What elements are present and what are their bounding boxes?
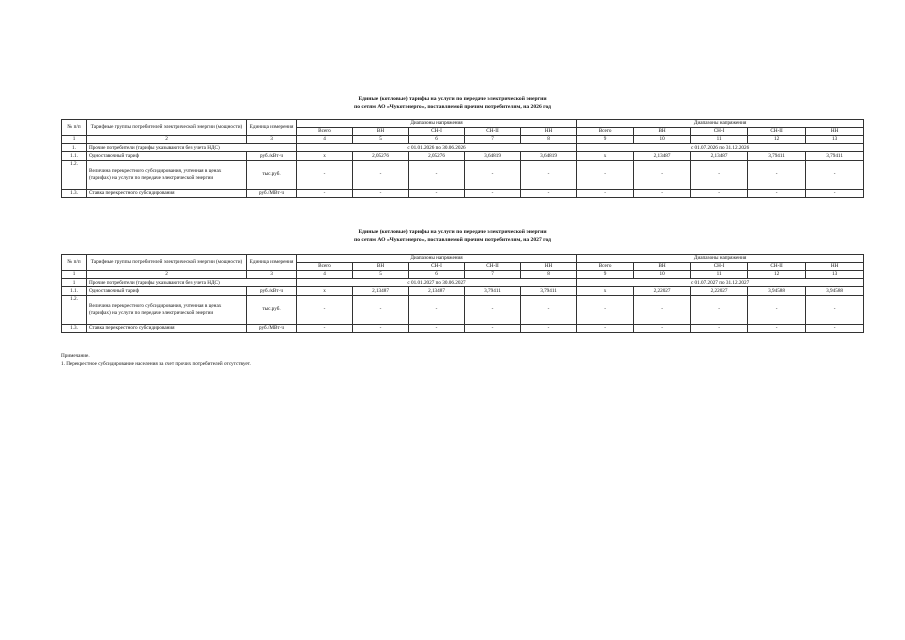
column-number: 9 [577,271,634,279]
table-title-2026 [0,95,905,111]
value-cell: - [634,189,691,197]
column-number: 7 [465,271,521,279]
table-row [62,189,864,197]
value-cell: x [297,152,353,160]
value-cell: 3,79411 [748,152,806,160]
column-number: 12 [748,271,806,279]
value-cell: - [748,295,806,324]
value-cell: - [806,324,864,332]
column-number-row [62,136,864,144]
column-number: 10 [634,271,691,279]
column-number: 5 [353,136,409,144]
column-number: 1 [62,136,87,144]
header-unit: Единица измерения [247,255,297,271]
row-number: 1.2. [62,295,87,324]
value-cell: 2,13487 [409,287,465,295]
title-line: по сетям АО «Чукотэнерго», поставляемой прочим потребителям, на 2026 год [353,104,552,110]
column-number: 6 [409,271,465,279]
header-col: НН [806,263,864,271]
value-cell: - [521,324,577,332]
column-number-row [62,271,864,279]
value-cell: - [806,189,864,197]
tariff-table-2026 [61,119,864,198]
row-unit: руб./кВт·ч [247,152,297,160]
column-number: 3 [247,136,297,144]
value-cell: 2,13487 [634,152,691,160]
value-cell: - [521,160,577,189]
value-cell: - [577,295,634,324]
row-label: Ставка перекрестного субсидирования [87,324,247,332]
value-cell: - [409,160,465,189]
column-number: 8 [521,136,577,144]
value-cell: 3,79411 [806,152,864,160]
note-item: 1. Перекрестное субсидирование населения за счет прочих потребителей отсутствует. [61,361,251,367]
column-number: 2 [87,136,247,144]
header-group: Тарифные группы потребителей электрической энергии (мощности) [87,255,247,271]
value-cell: - [634,295,691,324]
value-cell: - [806,160,864,189]
table-row [62,152,864,160]
table-row [62,295,864,324]
header-row [62,255,864,263]
period-label: с 01.01.2027 по 30.06.2027 [297,279,577,287]
value-cell: - [634,160,691,189]
value-cell: 2,05276 [409,152,465,160]
header-col: СН-II [748,128,806,136]
value-cell: - [465,189,521,197]
row-number: 1.1. [62,287,87,295]
value-cell: - [353,189,409,197]
value-cell: 2,13487 [353,287,409,295]
header-row [62,120,864,128]
section-label: Прочие потребители (тарифы указываются без учета НДС) [87,279,297,287]
value-cell: 3,94588 [748,287,806,295]
header-col: СН-I [409,128,465,136]
value-cell: 2,22027 [691,287,748,295]
column-number: 4 [297,271,353,279]
value-cell: - [465,295,521,324]
notes-heading: Примечание. [61,353,90,359]
header-col: СН-II [465,263,521,271]
table-row [62,160,864,189]
table-title-2027 [0,228,905,244]
header-col: СН-I [691,128,748,136]
header-col: Всего [577,128,634,136]
column-number: 7 [465,136,521,144]
header-num: № п/п [62,255,87,271]
header-col: СН-II [748,263,806,271]
row-unit: руб./кВт·ч [247,287,297,295]
column-number: 3 [247,271,297,279]
header-col: НН [806,128,864,136]
value-cell: - [691,189,748,197]
period-label: с 01.07.2027 по 31.12.2027 [577,279,864,287]
row-label: Одноставочный тариф [87,152,247,160]
column-number: 11 [691,136,748,144]
value-cell: - [409,189,465,197]
tariff-table-2027 [61,254,864,333]
value-cell: - [297,295,353,324]
value-cell: 3,94588 [806,287,864,295]
column-number: 5 [353,271,409,279]
column-number: 13 [806,271,864,279]
period-label: с 01.01.2026 по 30.06.2026 [297,144,577,152]
value-cell: - [409,324,465,332]
row-number: 1.2. [62,160,87,189]
row-label: Величина перекрестного субсидирования, учтенная в ценах (тарифах) на услуги по передаче электрической энергии [87,295,247,324]
row-label: Величина перекрестного субсидирования, учтенная в ценах (тарифах) на услуги по передаче электрической энергии [87,160,247,189]
header-col: ВН [353,128,409,136]
value-cell: - [806,295,864,324]
row-unit: тыс.руб. [247,295,297,324]
value-cell: 3,79411 [465,287,521,295]
title-line: Единые (котловые) тарифы на услуги по передаче электрической энергии [358,96,547,102]
header-range: Диапазоны напряжения [297,120,577,128]
column-number: 10 [634,136,691,144]
value-cell: - [353,295,409,324]
header-col: НН [521,128,577,136]
column-number: 6 [409,136,465,144]
header-col: Всего [577,263,634,271]
header-range: Диапазоны напряжения [577,255,864,263]
value-cell: - [465,160,521,189]
row-unit: руб./МВт·ч [247,324,297,332]
header-num: № п/п [62,120,87,136]
table-row [62,324,864,332]
header-col: НН [521,263,577,271]
value-cell: - [748,189,806,197]
value-cell: 3,64819 [465,152,521,160]
table-row [62,287,864,295]
value-cell: - [634,324,691,332]
period-label: с 01.07.2026 по 31.12.2026 [577,144,864,152]
column-number: 2 [87,271,247,279]
value-cell: - [353,324,409,332]
value-cell: x [297,287,353,295]
header-col: ВН [353,263,409,271]
value-cell: 2,05276 [353,152,409,160]
value-cell: - [297,160,353,189]
value-cell: - [353,160,409,189]
header-col: СН-I [691,263,748,271]
header-col: Всего [297,128,353,136]
header-range: Диапазоны напряжения [577,120,864,128]
section-row [62,279,864,287]
title-line: по сетям АО «Чукотэнерго», поставляемой прочим потребителям, на 2027 год [353,237,552,243]
column-number: 9 [577,136,634,144]
value-cell: - [748,324,806,332]
row-label: Ставка перекрестного субсидирования [87,189,247,197]
title-line: Единые (котловые) тарифы на услуги по передаче электрической энергии [358,229,547,235]
row-number: 1.1. [62,152,87,160]
value-cell: 3,79411 [521,287,577,295]
column-number: 12 [748,136,806,144]
header-col: Всего [297,263,353,271]
column-number: 8 [521,271,577,279]
row-unit: руб./МВт·ч [247,189,297,197]
value-cell: - [577,324,634,332]
value-cell: x [577,287,634,295]
value-cell: - [691,324,748,332]
header-col: ВН [634,263,691,271]
column-number: 11 [691,271,748,279]
header-col: СН-I [409,263,465,271]
value-cell: - [577,160,634,189]
value-cell: 2,13487 [691,152,748,160]
value-cell: - [521,189,577,197]
notes-block [61,352,251,368]
row-label: Одноставочный тариф [87,287,247,295]
header-range: Диапазоны напряжения [297,255,577,263]
value-cell: - [748,160,806,189]
value-cell: - [691,160,748,189]
row-number: 1.3. [62,189,87,197]
value-cell: - [297,189,353,197]
value-cell: 3,64819 [521,152,577,160]
value-cell: - [691,295,748,324]
column-number: 1 [62,271,87,279]
value-cell: - [577,189,634,197]
header-col: СН-II [465,128,521,136]
value-cell: - [297,324,353,332]
row-number: 1. [62,144,87,152]
row-number: 1 [62,279,87,287]
column-number: 4 [297,136,353,144]
row-number: 1.3. [62,324,87,332]
section-row [62,144,864,152]
value-cell: - [521,295,577,324]
header-unit: Единица измерения [247,120,297,136]
column-number: 13 [806,136,864,144]
header-group: Тарифные группы потребителей электрической энергии (мощности) [87,120,247,136]
value-cell: x [577,152,634,160]
header-col: ВН [634,128,691,136]
section-label: Прочие потребители (тарифы указываются без учета НДС) [87,144,297,152]
value-cell: - [465,324,521,332]
value-cell: 2,22027 [634,287,691,295]
value-cell: - [409,295,465,324]
row-unit: тыс.руб. [247,160,297,189]
